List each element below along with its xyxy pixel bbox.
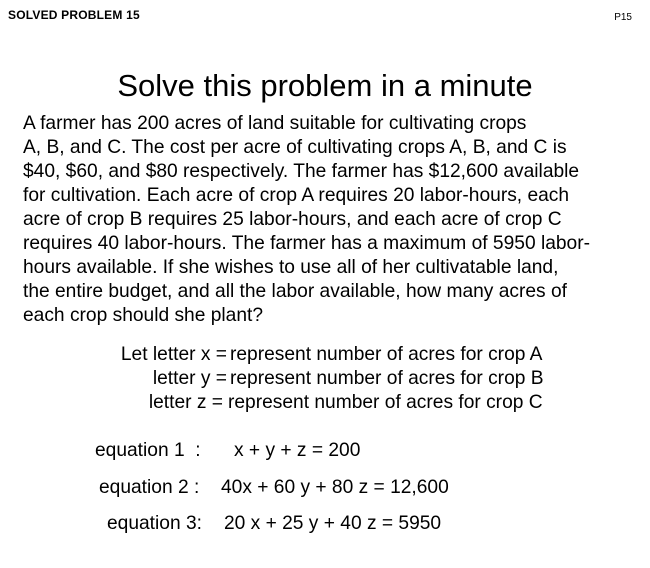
variable-definition: represent number of acres for crop C — [228, 392, 543, 413]
problem-line: for cultivation. Each acre of crop A requires 20 labor-hours, each — [23, 185, 570, 206]
problem-line: the entire budget, and all the labor available, how many acres of — [23, 281, 567, 302]
variable-definition: represent number of acres for crop A — [230, 344, 543, 365]
variable-prefix: Let letter x = — [120, 344, 227, 365]
variable-prefix: letter y = — [152, 368, 227, 389]
problem-line: acre of crop B requires 25 labor-hours, and each acre of crop C — [23, 209, 562, 230]
slide-title: Solve this problem in a minute — [117, 68, 533, 103]
equation-1-label: equation 1 : — [95, 440, 201, 461]
problem-line: hours available. If she wishes to use all of her cultivatable land, — [23, 257, 559, 278]
variable-definition: represent number of acres for crop B — [230, 368, 544, 389]
equation-2-label: equation 2 : — [99, 477, 200, 498]
variable-prefix: letter z = — [148, 392, 223, 413]
problem-line: requires 40 labor-hours. The farmer has a maximum of 5950 labor- — [23, 233, 591, 254]
problem-line: each crop should she plant? — [23, 305, 264, 326]
problem-line: $40, $60, and $80 respectively. The farmer has $12,600 available — [23, 161, 580, 182]
problem-line: A farmer has 200 acres of land suitable for cultivating crops — [23, 113, 527, 134]
slide-header-label: SOLVED PROBLEM 15 — [8, 8, 140, 22]
equation-1-expression: x + y + z = 200 — [234, 440, 361, 461]
page-number: P15 — [614, 12, 632, 23]
equation-3-expression: 20 x + 25 y + 40 z = 5950 — [224, 513, 442, 534]
problem-statement — [23, 112, 643, 328]
equation-3-label: equation 3: — [107, 513, 202, 534]
equation-2-expression: 40x + 60 y + 80 z = 12,600 — [221, 477, 449, 498]
problem-line: A, B, and C. The cost per acre of cultivating crops A, B, and C is — [23, 137, 567, 158]
